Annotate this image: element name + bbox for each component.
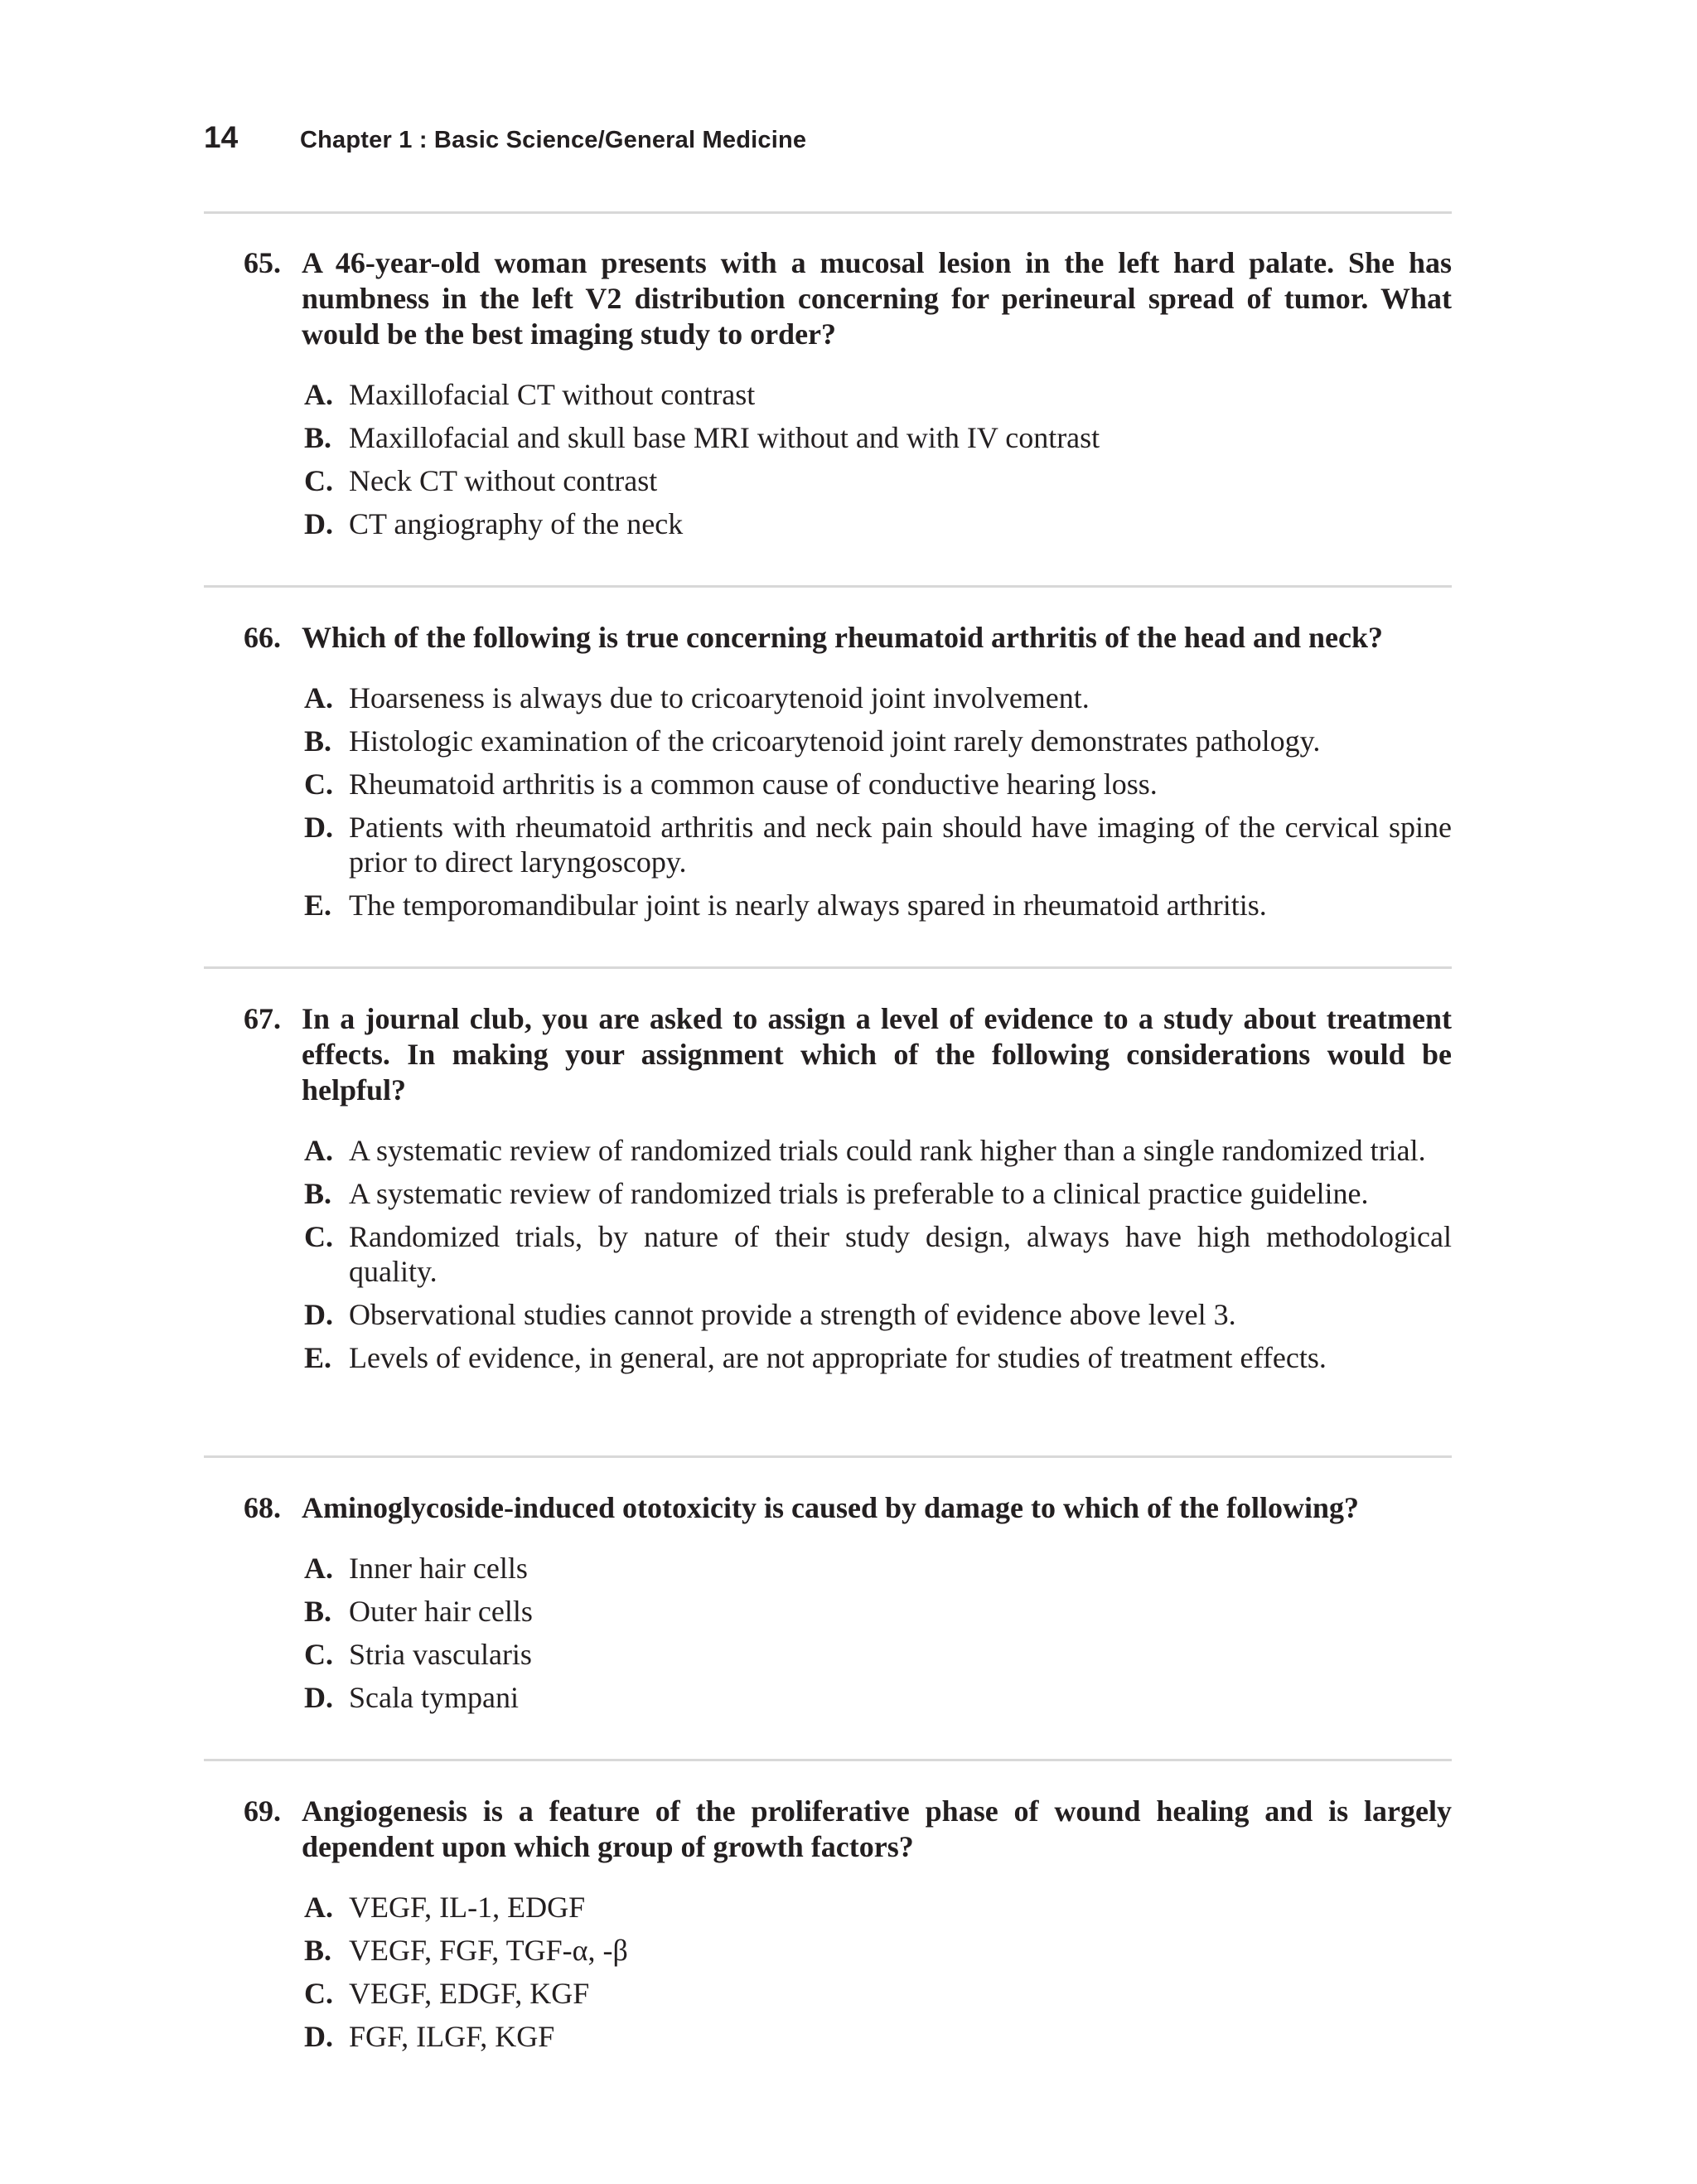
question-68 (244, 1490, 1452, 1723)
choice-text: Histologic examination of the cricoarytenoid joint rarely demonstrates pathology. (349, 724, 1321, 758)
choice-text: Stria vascularis (349, 1638, 532, 1671)
choice-letter: C. (304, 464, 333, 497)
choice-letter: A. (304, 378, 333, 411)
choice-text: Maxillofacial and skull base MRI without and with IV contrast (349, 421, 1100, 454)
answer-choice (304, 1594, 1452, 1629)
answer-choice (304, 1176, 1452, 1211)
choice-text: Maxillofacial CT without contrast (349, 378, 756, 411)
answer-choice (304, 420, 1452, 455)
answer-choice (304, 1133, 1452, 1168)
question-text: Which of the following is true concerning rheumatoid arthritis of the head and neck? (302, 621, 1383, 654)
answer-choice (304, 1551, 1452, 1586)
answer-choice (304, 1637, 1452, 1672)
answer-choice (304, 1976, 1452, 2011)
question-stem (244, 620, 1452, 656)
choice-letter: B. (304, 1595, 332, 1628)
question-text: Angiogenesis is a feature of the proliferative phase of wound healing and is largely dependent upon which group of growth factors? (302, 1794, 1452, 1863)
choice-letter: B. (304, 1934, 332, 1967)
choice-text: Inner hair cells (349, 1552, 528, 1585)
choice-text: Rheumatoid arthritis is a common cause of conductive hearing loss. (349, 768, 1158, 801)
answer-choice (304, 724, 1452, 758)
choice-text: Neck CT without contrast (349, 464, 658, 497)
choice-letter: D. (304, 507, 333, 540)
answer-choices (304, 1133, 1452, 1375)
divider (204, 966, 1452, 969)
answer-choice (304, 1890, 1452, 1925)
answer-choice (304, 810, 1452, 879)
choice-text: A systematic review of randomized trials is preferable to a clinical practice guideline. (349, 1177, 1369, 1210)
answer-choice (304, 463, 1452, 498)
choice-letter: E. (304, 1341, 332, 1374)
question-number: 65. (244, 246, 281, 279)
choice-letter: A. (304, 1134, 333, 1167)
choice-letter: C. (304, 1977, 333, 2010)
answer-choices (304, 1551, 1452, 1715)
answer-choice (304, 506, 1452, 541)
choice-text: Scala tympani (349, 1681, 519, 1714)
question-stem (244, 245, 1452, 352)
choice-text: VEGF, FGF, TGF-α, -β (349, 1934, 628, 1967)
question-number: 69. (244, 1794, 281, 1828)
choice-text: VEGF, EDGF, KGF (349, 1977, 590, 2010)
choice-text: VEGF, IL-1, EDGF (349, 1891, 586, 1924)
answer-choice (304, 767, 1452, 801)
choice-text: CT angiography of the neck (349, 507, 684, 540)
choice-text: Observational studies cannot provide a strength of evidence above level 3. (349, 1298, 1236, 1331)
choice-letter: B. (304, 1177, 332, 1210)
question-number: 67. (244, 1002, 281, 1035)
answer-choice (304, 377, 1452, 412)
page-number: 14 (204, 120, 239, 154)
choice-text: The temporomandibular joint is nearly always spared in rheumatoid arthritis. (349, 889, 1267, 922)
question-text: In a journal club, you are asked to assign a level of evidence to a study about treatment effects. In making your assignment which of the following considerations would be helpful? (302, 1002, 1452, 1107)
choice-text: Hoarseness is always due to cricoarytenoid joint involvement. (349, 681, 1090, 714)
answer-choice (304, 1340, 1452, 1375)
choice-letter: B. (304, 724, 332, 758)
choice-text: Outer hair cells (349, 1595, 533, 1628)
choice-letter: B. (304, 421, 332, 454)
choice-text: Levels of evidence, in general, are not appropriate for studies of treatment effects. (349, 1341, 1327, 1374)
answer-choice (304, 1680, 1452, 1715)
divider (204, 1759, 1452, 1761)
question-stem (244, 1001, 1452, 1108)
question-stem (244, 1490, 1452, 1526)
choice-letter: C. (304, 1638, 333, 1671)
answer-choice (304, 1219, 1452, 1289)
divider (204, 585, 1452, 588)
choice-letter: E. (304, 889, 332, 922)
choice-text: FGF, ILGF, KGF (349, 2020, 555, 2053)
choice-letter: D. (304, 1298, 333, 1331)
question-67 (244, 1001, 1452, 1383)
answer-choice (304, 1297, 1452, 1332)
question-number: 68. (244, 1491, 281, 1524)
question-stem (244, 1794, 1452, 1865)
answer-choice (304, 680, 1452, 715)
answer-choice (304, 1933, 1452, 1968)
answer-choices (304, 1890, 1452, 2054)
question-65 (244, 245, 1452, 550)
choice-text: A systematic review of randomized trials could rank higher than a single randomized trial. (349, 1134, 1426, 1167)
choice-letter: A. (304, 1891, 333, 1924)
choice-letter: D. (304, 2020, 333, 2053)
choice-text: Randomized trials, by nature of their study design, always have high methodological quality. (349, 1220, 1452, 1288)
divider (204, 1455, 1452, 1458)
question-66 (244, 620, 1452, 931)
answer-choices (304, 680, 1452, 923)
question-number: 66. (244, 621, 281, 654)
choice-text: Patients with rheumatoid arthritis and neck pain should have imaging of the cervical spine prior to direct laryngoscopy. (349, 811, 1452, 879)
question-69 (244, 1794, 1452, 2062)
page-header (204, 120, 806, 162)
choice-letter: D. (304, 1681, 333, 1714)
choice-letter: C. (304, 1220, 333, 1253)
question-text: A 46-year-old woman presents with a mucosal lesion in the left hard palate. She has numbness in the left V2 distribution concerning for perineural spread of tumor. What would be the best imaging study to order? (302, 246, 1452, 351)
answer-choice (304, 888, 1452, 923)
divider (204, 211, 1452, 214)
choice-letter: D. (304, 811, 333, 844)
choice-letter: A. (304, 1552, 333, 1585)
choice-letter: C. (304, 768, 333, 801)
choice-letter: A. (304, 681, 333, 714)
answer-choice (304, 2019, 1452, 2054)
question-text: Aminoglycoside-induced ototoxicity is caused by damage to which of the following? (302, 1491, 1360, 1524)
answer-choices (304, 377, 1452, 541)
chapter-title: Chapter 1 : Basic Science/General Medicine (300, 127, 807, 153)
